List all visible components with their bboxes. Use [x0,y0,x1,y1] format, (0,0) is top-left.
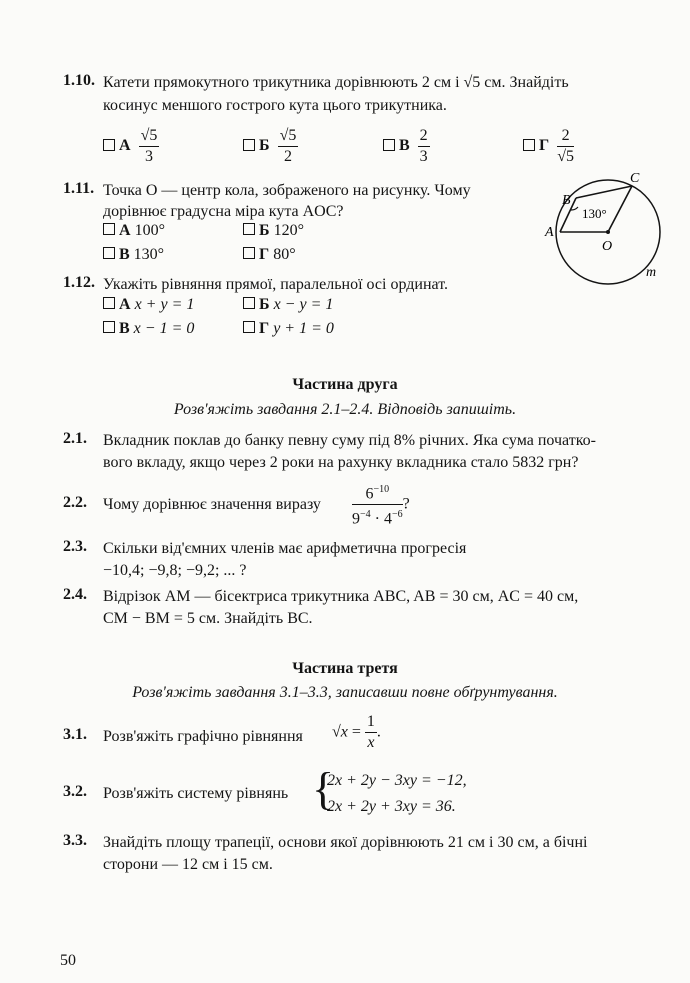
fraction: $\frac{√5}{3}$ [140,127,158,165]
checkbox-icon[interactable] [103,139,115,151]
question-text-line: Точка O — центр кола, зображеного на рисунку. Чому [103,182,471,199]
question-number: 2.1. [63,430,87,447]
checkbox-icon[interactable] [383,139,395,151]
question-text-line: косинус меншого гострого кута цього трикутника. [103,97,447,114]
answer-option-b[interactable]: Б x − y = 1 [243,296,333,314]
section-heading: Частина третя [292,660,398,677]
fraction: $\frac{2}{3}$ [419,127,428,165]
checkbox-icon[interactable] [103,321,115,333]
circle-figure [540,170,670,290]
question-number: 3.1. [63,726,87,743]
checkbox-icon[interactable] [103,247,115,259]
section-heading: Частина друга [292,376,398,393]
angle-label: 130° [582,206,607,221]
question-text-line: дорівнює градусна міра кута AOC? [103,203,344,220]
checkbox-icon[interactable] [523,139,535,151]
checkbox-icon[interactable] [243,297,255,309]
fraction: $\frac{√5}{2}$ [279,127,297,165]
question-number: 2.3. [63,538,87,555]
answer-option-d[interactable]: Г 80° [243,246,296,264]
checkbox-icon[interactable] [243,321,255,333]
question-text: Розв'яжіть систему рівнянь [103,785,289,802]
fraction: $\frac{2}{√5}$ [557,127,574,165]
question-number: 3.3. [63,832,87,849]
question-number: 2.2. [63,494,87,511]
checkbox-icon[interactable] [243,223,255,235]
question-text: Укажіть рівняння прямої, паралельної осі ординат. [103,276,448,293]
label-c: C [630,171,640,186]
answer-option-c[interactable]: В 130° [103,246,164,264]
question-text-line: Катети прямокутного трикутника дорівнюють 2 см і √5 см. Знайдіть [103,74,569,91]
label-a: A [545,225,554,240]
label-m: m [646,265,657,280]
question-number: 3.2. [63,783,87,800]
checkbox-icon[interactable] [103,223,115,235]
question-text-line: Знайдіть площу трапеції, основи якої дорівнюють 21 см і 30 см, а бічні [103,834,588,851]
expression-fraction: $\frac{6^{-10}}{9^{-4} \cdot 4^{-6}}$ ? [352,480,410,530]
label-o: O [602,239,613,254]
question-text: Чому дорівнює значення виразу [103,496,321,513]
answer-option-b[interactable]: Б 120° [243,222,304,240]
question-text: Розв'яжіть графічно рівняння [103,728,303,745]
section-instruction: Розв'яжіть завдання 3.1–3.3, записавши повне обґрунтування. [132,684,558,701]
question-text [103,72,663,94]
question-text-line: Вкладник поклав до банку певну суму під 8% річних. Яка сума початко- [103,432,596,449]
answer-option-a[interactable]: А 100° [103,222,165,240]
system-brace: { [312,763,335,814]
question-text-line: вого вкладу, якщо через 2 роки на рахунку вкладника стало 5832 грн? [103,454,579,471]
answer-option-d[interactable]: Г $\frac{2}{√5}$ [523,126,574,167]
checkbox-icon[interactable] [243,247,255,259]
answer-option-b[interactable]: Б $\frac{√5}{2}$ [243,126,298,167]
center-point [606,230,610,234]
segment-oc [608,186,632,232]
section-instruction: Розв'яжіть завдання 2.1–2.4. Відповідь запишіть. [173,401,517,418]
answer-option-c[interactable]: В $\frac{2}{3}$ [383,126,430,167]
answer-option-a[interactable]: А $\frac{√5}{3}$ [103,126,159,167]
checkbox-icon[interactable] [103,297,115,309]
label-b: B [562,193,571,208]
question-text-line: сторони — 12 см і 15 см. [103,856,273,873]
answer-option-c[interactable]: В x − 1 = 0 [103,320,194,338]
system-equation-2: 2x + 2y + 3xy = 36. [327,798,456,815]
question-text-line: Скільки від'ємних членів має арифметична прогресія [103,540,467,557]
question-number: 1.12. [63,274,95,291]
system-equation-1: 2x + 2y − 3xy = −12, [327,772,467,789]
question-number: 1.10. [63,72,95,89]
answer-option-a[interactable]: А x + y = 1 [103,296,194,314]
page-number: 50 [60,952,76,969]
question-text-line: CM − BM = 5 см. Знайдіть BC. [103,610,313,627]
question-text-line: −10,4; −9,8; −9,2; ... ? [103,562,247,579]
question-number: 2.4. [63,586,87,603]
question-number: 1.11. [63,180,95,197]
checkbox-icon[interactable] [243,139,255,151]
segment-bc [576,186,632,198]
answer-option-d[interactable]: Г y + 1 = 0 [243,320,334,338]
question-text-line: Відрізок AM — бісектриса трикутника ABC, AB = 30 см, AC = 40 см, [103,588,579,605]
equation: √x = $\frac{1}{x}$ . [332,713,381,751]
